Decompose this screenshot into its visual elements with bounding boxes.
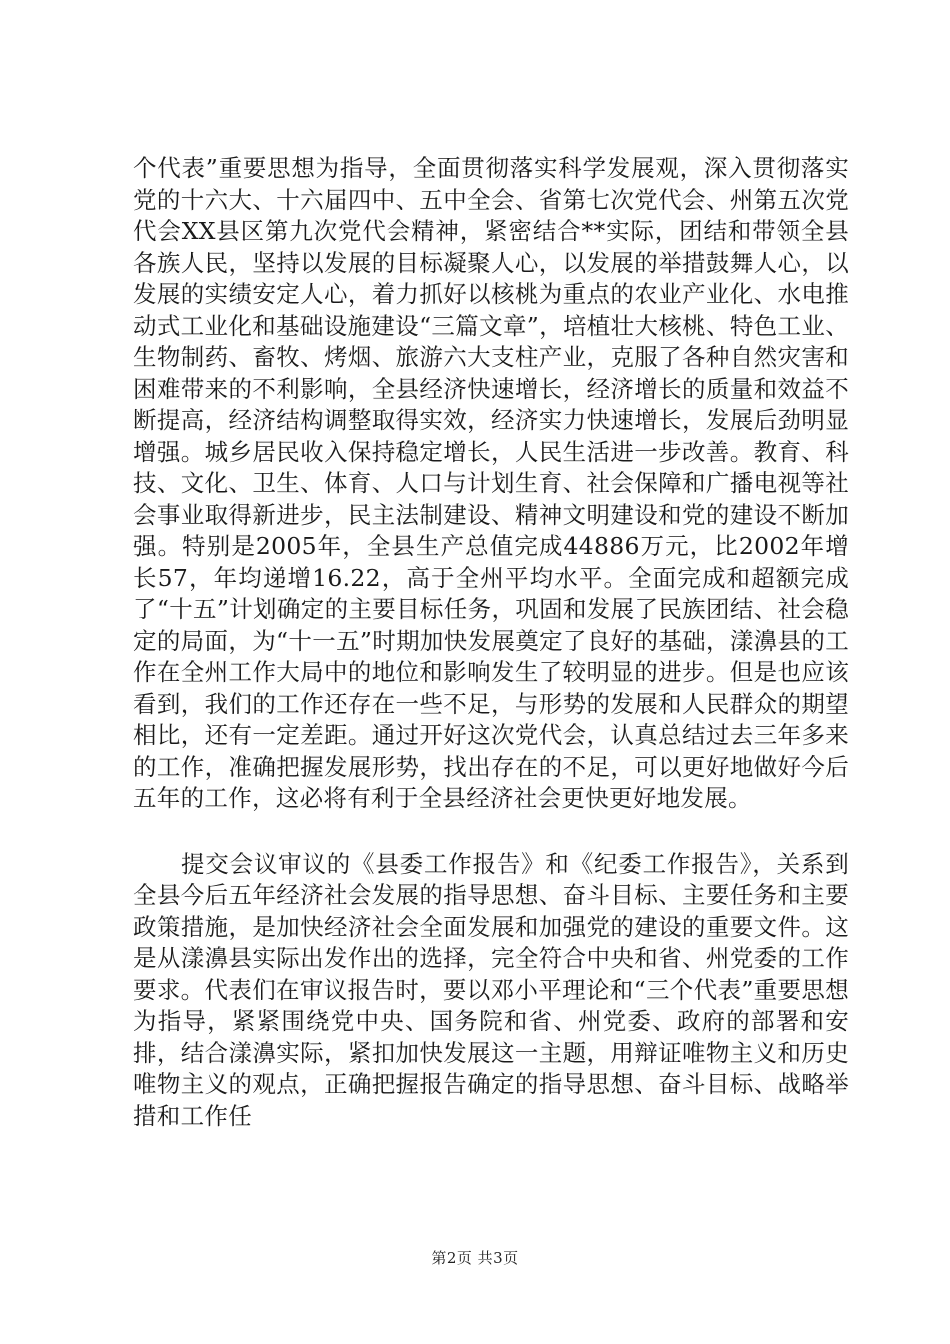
document-body: [133, 153, 849, 1132]
paragraph-2: 提交会议审议的《县委工作报告》和《纪委工作报告》，关系到全县今后五年经济社会发展的指导思想、奋斗目标、主要任务和主要政策措施，是加快经济社会全面发展和加强党的建设的重要文件。这是从漾濞县实际出发作出的选择，完全符合中央和省、州党委的工作要求。代表们在审议报告时，要以邓小平理论和“三个代表”重要思想为指导，紧紧围绕党中央、国务院和省、州党委、政府的部署和安排，结合漾濞实际，紧扣加快发展这一主题，用辩证唯物主义和历史唯物主义的观点，正确把握报告确定的指导思想、奋斗目标、战略举措和工作任: [133, 849, 849, 1130]
paragraph-1: 个代表”重要思想为指导，全面贯彻落实科学发展观，深入贯彻落实党的十六大、十六届四中、五中全会、省第七次党代会、州第五次党代会XX县区第九次党代会精神，紧密结合**实际，团结和带领全县各族人民，坚持以发展的目标凝聚人心，以发展的举措鼓舞人心，以发展的实绩安定人心，着力抓好以核桃为重点的农业产业化、水电推动式工业化和基础设施建设“三篇文章”，培植壮大核桃、特色工业、生物制药、畜牧、烤烟、旅游六大支柱产业，克服了各种自然灾害和困难带来的不利影响，全县经济快速增长，经济增长的质量和效益不断提高，经济结构调整取得实效，经济实力快速增长，发展后劲明显增强。城乡居民收入保持稳定增长，人民生活进一步改善。教育、科技、文化、卫生、体育、人口与计划生育、社会保障和广播电视等社会事业取得新进步，民主法制建设、精神文明建设和党的建设不断加强。特别是2005年，全县生产总值完成44886万元，比2002年增长57，年均递增16.22，高于全州平均水平。全面完成和超额完成了“十五”计划确定的主要目标任务，巩固和发展了民族团结、社会稳定的局面，为“十一五”时期加快发展奠定了良好的基础，漾濞县的工作在全州工作大局中的地位和影响发生了较明显的进步。但是也应该看到，我们的工作还存在一些不足，与形势的发展和人民群众的期望相比，还有一定差距。通过开好这次党代会，认真总结过去三年多来的工作，准确把握发展形势，找出存在的不足，可以更好地做好今后五年的工作，这必将有利于全县经济社会更快更好地发展。: [133, 154, 849, 812]
page-footer: 第2页 共3页: [431, 1249, 519, 1267]
